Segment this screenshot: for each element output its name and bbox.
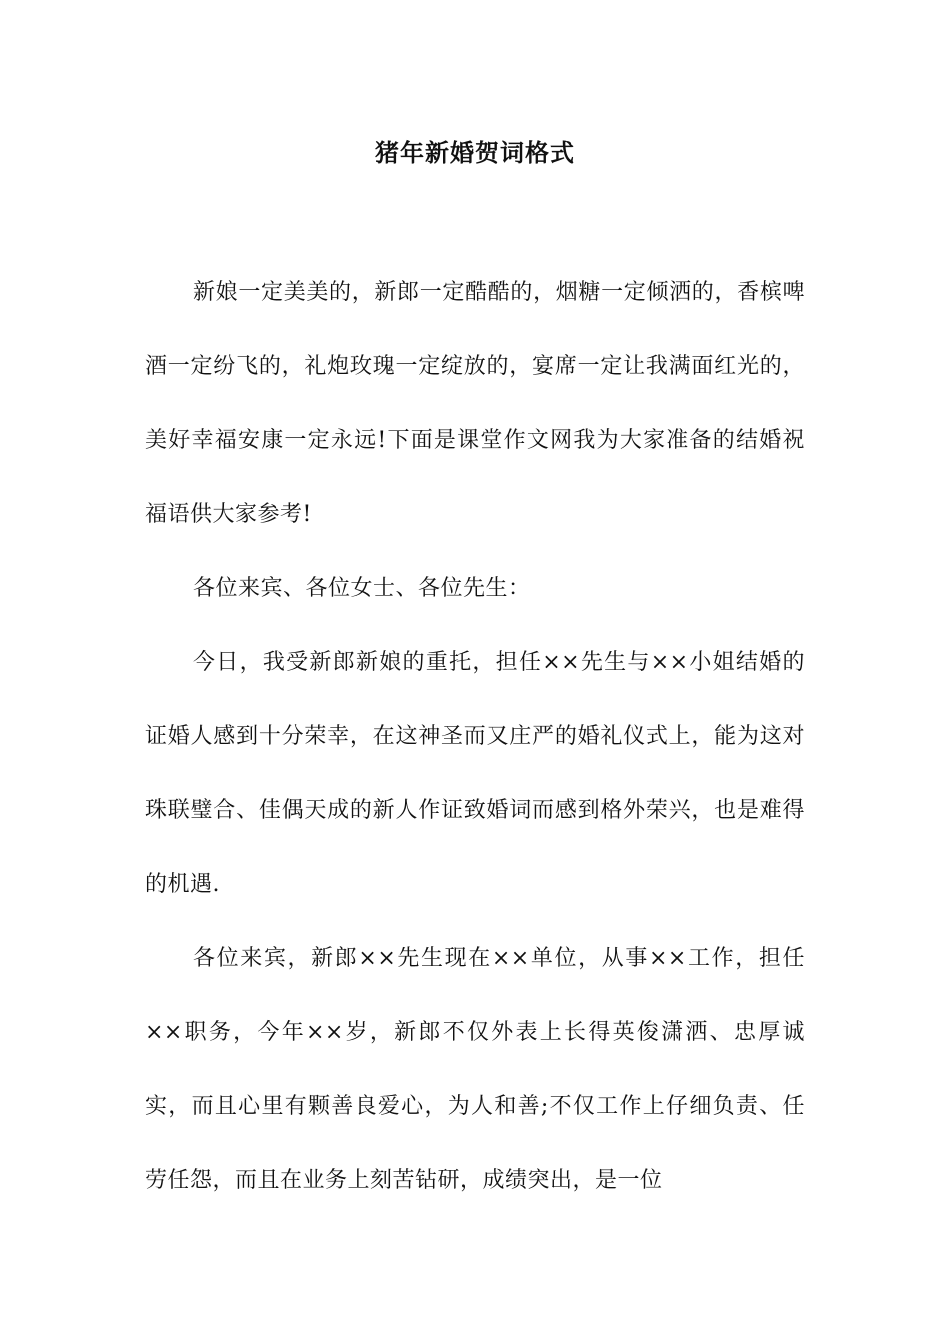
paragraph-officiant: 今日，我受新郎新娘的重托，担任××先生与××小姐结婚的证婚人感到十分荣幸，在这神圣而又庄严的婚礼仪式上，能为这对珠联璧合、佳偶天成的新人作证致婚词而感到格外荣兴，也是难得的机遇. xyxy=(145,650,805,897)
document-body xyxy=(145,256,805,1218)
paragraph-intro: 新娘一定美美的，新郎一定酷酷的，烟糖一定倾洒的，香槟啤酒一定纷飞的，礼炮玫瑰一定绽放的，宴席一定让我满面红光的，美好幸福安康一定永远!下面是课堂作文网我为大家准备的结婚祝福语供大家参考! xyxy=(145,280,805,527)
paragraph-greeting: 各位来宾、各位女士、各位先生： xyxy=(193,576,531,601)
document-title: 猪年新婚贺词格式 xyxy=(375,138,575,167)
paragraph-groom: 各位来宾，新郎××先生现在××单位，从事××工作，担任××职务，今年××岁，新郎不仅外表上长得英俊潇洒、忠厚诚实，而且心里有颗善良爱心，为人和善;不仅工作上仔细负责、任劳任怨，而且在业务上刻苦钻研，成绩突出，是一位 xyxy=(145,946,805,1193)
